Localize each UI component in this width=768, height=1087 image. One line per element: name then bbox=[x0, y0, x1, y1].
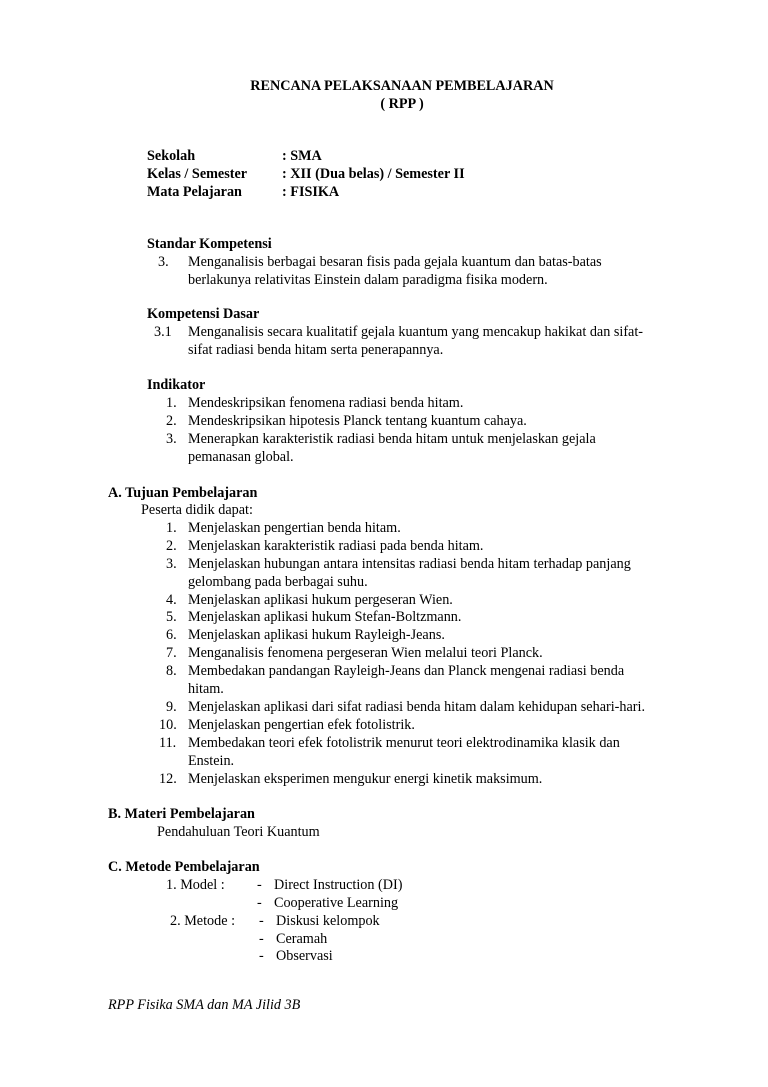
section-heading: Indikator bbox=[147, 377, 206, 393]
section-heading: B. Materi Pembelajaran bbox=[108, 806, 255, 822]
list-text: sifat radiasi benda hitam serta penerapannya. bbox=[188, 342, 444, 358]
list-number: 9. bbox=[166, 699, 177, 715]
list-number: 3. bbox=[166, 431, 177, 447]
list-text: Menjelaskan pengertian benda hitam. bbox=[188, 520, 401, 536]
identity-value: : SMA bbox=[282, 148, 322, 164]
list-number: 3. bbox=[166, 556, 177, 572]
list-number: 8. bbox=[166, 663, 177, 679]
list-dash: - bbox=[257, 895, 262, 911]
list-dash: - bbox=[259, 948, 264, 964]
list-text: Menjelaskan pengertian efek fotolistrik. bbox=[188, 717, 415, 733]
list-text: hitam. bbox=[188, 681, 224, 697]
list-text: Ceramah bbox=[276, 931, 328, 947]
identity-value: : FISIKA bbox=[282, 184, 340, 200]
list-text: Mendeskripsikan fenomena radiasi benda hitam. bbox=[188, 395, 464, 411]
section-heading: C. Metode Pembelajaran bbox=[108, 859, 260, 875]
list-number: 12. bbox=[159, 771, 177, 787]
list-number: 1. bbox=[166, 520, 177, 536]
model-label: 1. Model : bbox=[166, 877, 225, 893]
section-heading: A. Tujuan Pembelajaran bbox=[108, 485, 258, 501]
metode-label: 2. Metode : bbox=[170, 913, 236, 929]
section-heading: Kompetensi Dasar bbox=[147, 306, 260, 322]
list-text: Menjelaskan aplikasi dari sifat radiasi benda hitam dalam kehidupan sehari-hari. bbox=[188, 699, 645, 715]
list-text: Menjelaskan eksperimen mengukur energi kinetik maksimum. bbox=[188, 771, 543, 787]
list-text: Cooperative Learning bbox=[274, 895, 399, 911]
section-intro: Peserta didik dapat: bbox=[141, 502, 253, 518]
list-text: Menganalisis secara kualitatif gejala kuantum yang mencakup hakikat dan sifat- bbox=[188, 324, 644, 340]
identity-label: Sekolah bbox=[147, 148, 196, 164]
list-dash: - bbox=[257, 877, 262, 893]
list-text: Enstein. bbox=[188, 753, 235, 769]
list-number: 3.1 bbox=[154, 324, 172, 340]
list-dash: - bbox=[259, 931, 264, 947]
section-heading: Standar Kompetensi bbox=[147, 236, 272, 252]
list-text: Menjelaskan karakteristik radiasi pada benda hitam. bbox=[188, 538, 484, 554]
list-number: 7. bbox=[166, 645, 177, 661]
list-number: 6. bbox=[166, 627, 177, 643]
list-number: 1. bbox=[166, 395, 177, 411]
list-text: Menjelaskan hubungan antara intensitas radiasi benda hitam terhadap panjang bbox=[188, 556, 631, 572]
list-number: 5. bbox=[166, 609, 177, 625]
list-number: 10. bbox=[159, 717, 177, 733]
list-text: Observasi bbox=[276, 948, 333, 964]
list-number: 2. bbox=[166, 538, 177, 554]
list-text: Membedakan pandangan Rayleigh-Jeans dan Planck mengenai radiasi benda bbox=[188, 663, 625, 679]
list-text: Membedakan teori efek fotolistrik menurut teori elektrodinamika klasik dan bbox=[188, 735, 620, 751]
identity-label: Mata Pelajaran bbox=[147, 184, 242, 200]
list-number: 11. bbox=[159, 735, 177, 751]
list-text: Menerapkan karakteristik radiasi benda hitam untuk menjelaskan gejala bbox=[188, 431, 596, 447]
list-text: Direct Instruction (DI) bbox=[274, 877, 403, 893]
list-number: 3. bbox=[158, 254, 169, 270]
list-number: 2. bbox=[166, 413, 177, 429]
list-text: gelombang pada berbagai suhu. bbox=[188, 574, 368, 590]
list-text: Diskusi kelompok bbox=[276, 913, 380, 929]
list-text: berlakunya relativitas Einstein dalam paradigma fisika modern. bbox=[188, 272, 548, 288]
list-text: Menganalisis berbagai besaran fisis pada gejala kuantum dan batas-batas bbox=[188, 254, 602, 270]
list-text: Menjelaskan aplikasi hukum Rayleigh-Jeans. bbox=[188, 627, 445, 643]
list-dash: - bbox=[259, 913, 264, 929]
page-footer: RPP Fisika SMA dan MA Jilid 3B bbox=[108, 997, 301, 1013]
page-title: RENCANA PELAKSANAAN PEMBELAJARAN bbox=[250, 78, 554, 94]
list-text: pemanasan global. bbox=[188, 449, 294, 465]
list-text: Menjelaskan aplikasi hukum pergeseran Wien. bbox=[188, 592, 453, 608]
identity-label: Kelas / Semester bbox=[147, 166, 248, 182]
list-number: 4. bbox=[166, 592, 177, 608]
materi-text: Pendahuluan Teori Kuantum bbox=[157, 824, 320, 840]
list-text: Menganalisis fenomena pergeseran Wien melalui teori Planck. bbox=[188, 645, 543, 661]
page-subtitle: ( RPP ) bbox=[380, 96, 424, 112]
list-text: Menjelaskan aplikasi hukum Stefan-Boltzmann. bbox=[188, 609, 462, 625]
identity-value: : XII (Dua belas) / Semester II bbox=[282, 166, 465, 182]
list-text: Mendeskripsikan hipotesis Planck tentang kuantum cahaya. bbox=[188, 413, 527, 429]
